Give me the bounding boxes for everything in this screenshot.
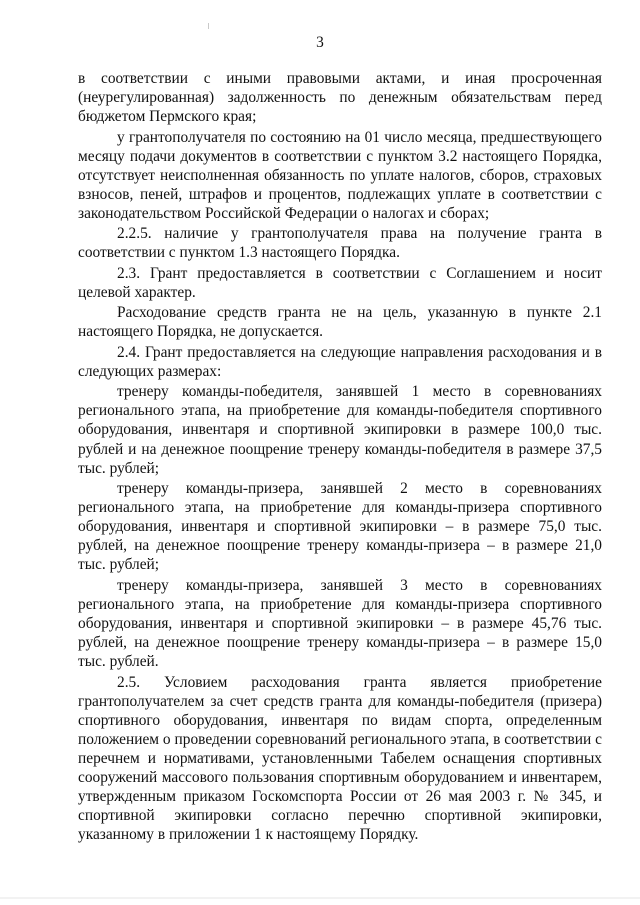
paragraph-2-4: 2.4. Грант предоставляется на следующие направления расходования и в следующих размерах: xyxy=(78,343,602,380)
paragraph-third-place: тренеру команды-призера, занявшей 3 место в соревнованиях регионального этапа, на приобретение для команды-призера спортивного оборудования, инвентаря и спортивной экипировки – в размере 45,76 тыс. рублей, на денежное поощрение тренеру команды-призера – в размере 15,0 тыс. рублей. xyxy=(78,576,602,671)
paragraph-grant-purpose: Расходование средств гранта не на цель, указанную в пункте 2.1 настоящего Порядка, не допускается. xyxy=(78,304,602,341)
paragraph-2-3: 2.3. Грант предоставляется в соответствии с Соглашением и носит целевой характер. xyxy=(78,264,602,301)
paragraph-2-5: 2.5. Условием расходования гранта является приобретение грантополучателем за счет средств гранта для команды-победителя (призера) спортивного оборудования, инвентаря по видам спорта, определенным положением о проведении соревнований регионального этапа, в соответствии с перечнем и нормативами, установленными Табелем оснащения спортивных сооружений массового пользования спортивным оборудованием и инвентарем, утвержденным приказом Госкомспорта России от 26 мая 2003 г. № 345, и спортивной экипировки согласно перечню спортивной экипировки, указанному в приложении 1 к настоящему Порядку. xyxy=(78,673,602,844)
paragraph-second-place: тренеру команды-призера, занявшей 2 место в соревнованиях регионального этапа, на приобретение для команды-призера спортивного оборудования, инвентаря и спортивной экипировки – в размере 75,0 тыс. рублей, на денежное поощрение тренеру команды-призера – в размере 21,0 тыс. рублей; xyxy=(78,480,602,574)
bottom-scan-line xyxy=(0,897,640,899)
document-body xyxy=(78,69,602,846)
page-number: 3 xyxy=(316,34,324,51)
paragraph-budget-debt: в соответствии с иными правовыми актами, и иная просроченная (неурегулированная) задолженность по денежным обязательствам перед бюджетом Пермского края; xyxy=(78,70,602,126)
paragraph-2-2-5: 2.2.5. наличие у грантополучателя права на получение гранта в соответствии с пунктом 1.3 настоящего Порядка. xyxy=(78,225,602,262)
paragraph-tax-obligations: у грантополучателя по состоянию на 01 число месяца, предшествующего месяцу подачи документов в соответствии с пунктом 3.2 настоящего Порядка, отсутствует неисполненная обязанность по уплате налогов, сборов, страховых взносов, пеней, штрафов и процентов, подлежащих уплате в соответствии с законодательством Российской Федерации о налогах и сборах; xyxy=(78,128,602,222)
scan-artifact-mark xyxy=(208,23,209,29)
paragraph-first-place: тренеру команды-победителя, занявшей 1 место в соревнованиях регионального этапа, на приобретение для команды-победителя спортивного оборудования, инвентаря и спортивной экипировки в размере 100,0 тыс. рублей и на денежное поощрение тренеру команды-победителя в размере 37,5 тыс. рублей; xyxy=(78,383,602,477)
